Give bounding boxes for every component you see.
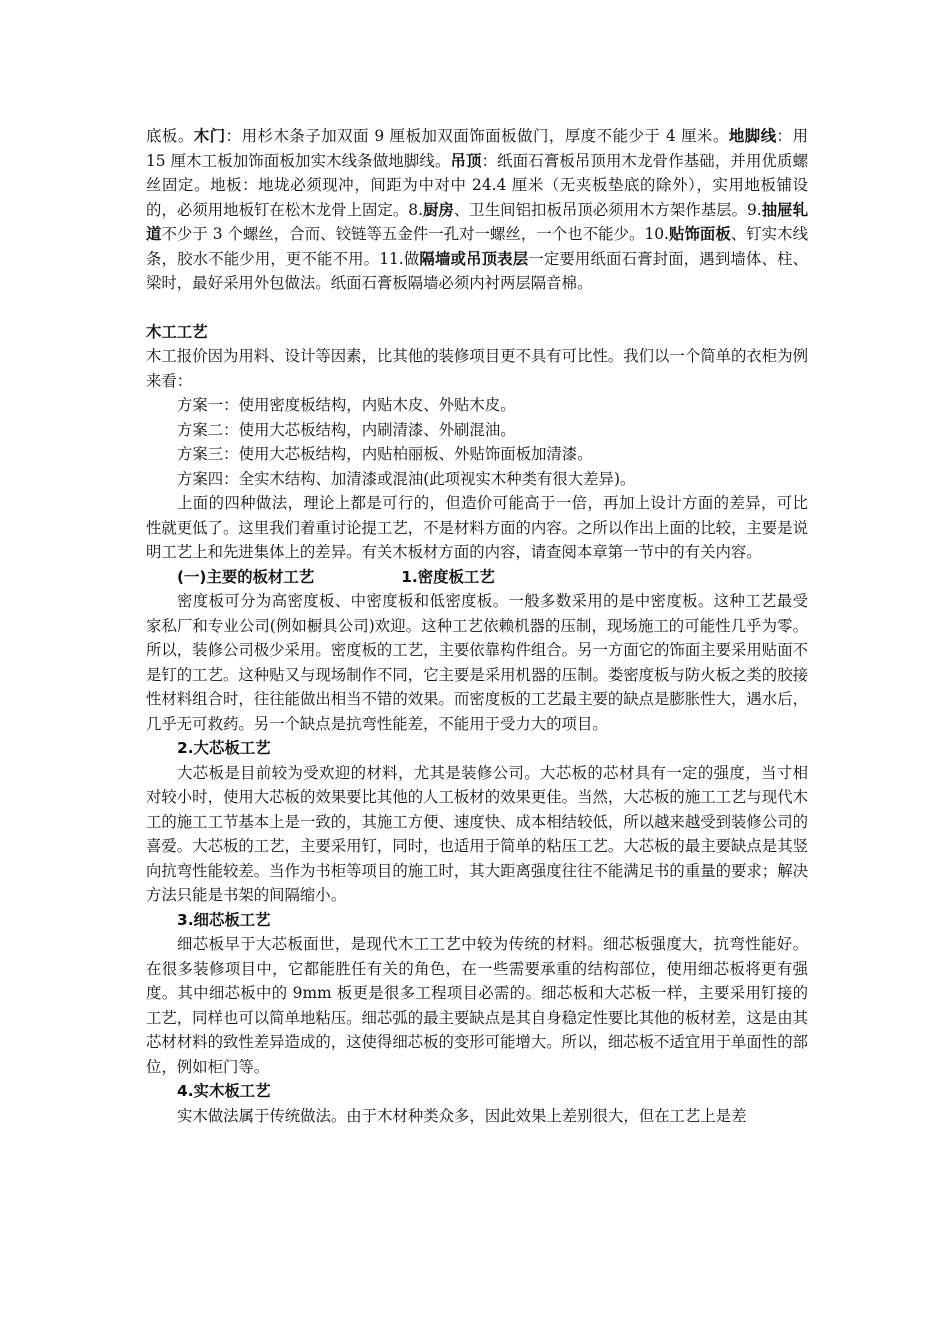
- subsection-heading: 4.实木板工艺: [177, 1082, 271, 1100]
- paragraph-compare: 上面的四种做法，理论上都是可行的，但造价可能高于一倍，再加上设计方面的差异，可比性就更低了。这里我们着重讨论提工艺，不是材料方面的内容。之所以作出上面的比较，主要是说明工艺上和先进集体上的差异。有关木板材方面的内容，请查阅本章第一节中的有关内容。: [146, 494, 808, 561]
- bold-term: 厨房: [422, 200, 454, 219]
- text-run: ：纸面石膏板吊顶用木龙骨作基础，并用优质螺丝固定。地板：地垅必须现冲，间距为中对中 24.4 厘米（无夹板垫底的除外），实用地板铺设的，必须用地板钉在松木龙骨上固定。8.: [146, 151, 808, 219]
- paragraph-fine-core-board: 细芯板早于大芯板面世，是现代木工工艺中较为传统的材料。细芯板强度大，抗弯性能好。在很多装修项目中，它都能胜任有关的角色，在一些需要承重的结构部位，使用细芯板将更有强度。其中细芯板中的 9mm 板更是很多工程项目必需的。细芯板和大芯板一样，主要采用钉接的工艺，同样也可以简单地粘压。细芯弧的最主要缺点是其自身稳定性要比其他的板材差，这是由其芯材材料的致性差异造成的，这使得细芯板的变形可能增大。所以，细芯板不适宜用于单面性的部位，例如柜门等。: [146, 935, 808, 1076]
- plan-item: 方案三：使用大芯板结构，内贴柏丽板、外贴饰面板加清漆。: [177, 445, 593, 463]
- paragraph-carpentry-rules: [146, 124, 808, 296]
- subsection-heading: 3.细芯板工艺: [177, 910, 271, 929]
- bold-term: 隔墙或吊顶表层: [419, 249, 529, 268]
- plan-item: 方案一：使用密度板结构，内贴木皮、外贴木皮。: [177, 396, 516, 414]
- subsection-heading: 2.大芯板工艺: [177, 739, 271, 757]
- text-run: 、钉实木线条，胶水不能少用，更不能不用。11.做: [146, 225, 808, 268]
- paragraph-solid-wood: 实木做法属于传统做法。由于木材种类众多，因此效果上差别很大，但在工艺上是差: [177, 1106, 747, 1125]
- text-run: 底板。: [146, 127, 194, 145]
- plan-item: 方案四：全实木结构、加清漆或混油(此项视实木种类有很大差异)。: [177, 469, 636, 488]
- text-run: 、卫生间铝扣板吊顶必须用木方架作基层。9.: [453, 200, 762, 219]
- spacer: [146, 296, 808, 320]
- text-run: 不少于 3 个螺丝，合而、铰链等五金件一孔对一螺丝，一个也不能少。10.: [161, 225, 669, 243]
- text-run: ：用杉木条子加双面 9 厘板加双面饰面板做门，厚度不能少于 4 厘米。: [225, 127, 729, 145]
- bold-term: 木门: [193, 127, 226, 145]
- text-run: 一定要用纸面石膏封面，遇到墙体、柱、梁时，最好采用外包做法。纸面石膏板隔墙必须内衬两层隔音棉。: [146, 249, 808, 292]
- plan-item: 方案二：使用大芯板结构，内刷清漆、外刷混油。: [177, 420, 516, 439]
- section-title: 木工工艺: [146, 322, 208, 341]
- subsection-heading: 1.密度板工艺: [401, 567, 495, 586]
- paragraph-blockboard: 大芯板是目前较为受欢迎的材料，尤其是装修公司。大芯板的芯材具有一定的强度，当寸相对较小时，使用大芯板的效果要比其他的人工板材的效果更佳。当然，大芯板的施工工艺与现代木工的施工工节基本上是一致的，其施工方便、速度快、成本相结较低，所以越来越受到装修公司的喜爱。大芯板的工艺，主要采用钉，同时，也适用于简单的粘压工艺。大芯板的最主要缺点是其竖向抗弯性能较差。当作为书柜等项目的施工时，其大距离强度往往不能满足书的重量的要求；解决方法只能是书架的间隔缩小。: [146, 763, 808, 904]
- bold-term: 吊顶: [450, 151, 482, 170]
- bold-term: 地脚线: [728, 127, 777, 145]
- bold-term: 抽屉轧道: [146, 200, 808, 243]
- section-heading: (一)主要的板材工艺: [177, 567, 315, 586]
- subsection-heading-row: [146, 565, 808, 590]
- paragraph-density-board: 密度板可分为高密度板、中密度板和低密度板。一般多数采用的是中密度板。这种工艺最受家私厂和专业公司(例如橱具公司)欢迎。这种工艺依赖机器的压制，现场施工的可能性几乎为零。所以，装修公司极少采用。密度板的工艺，主要依靠构件组合。另一方面它的饰面主要采用贴面不是钉的工艺。这种贴又与现场制作不同，它主要是采用机器的压制。娄密度板与防火板之类的胶接性材料组合时，往往能做出相当不错的效果。而密度板的工艺最主要的缺点是膨胀性大，遇水后，几乎无可救药。另一个缺点是抗弯性能差，不能用于受力大的项目。: [146, 592, 808, 733]
- text-run: ：用 15 厘木工板加饰面板加实木线条做地脚线。: [146, 127, 808, 170]
- paragraph-intro: 木工报价因为用料、设计等因素，比其他的装修项目更不具有可比性。我们以一个简单的衣柜为例来看：: [146, 347, 808, 390]
- bold-term: 贴饰面板: [668, 225, 731, 243]
- document-page: [146, 124, 808, 1128]
